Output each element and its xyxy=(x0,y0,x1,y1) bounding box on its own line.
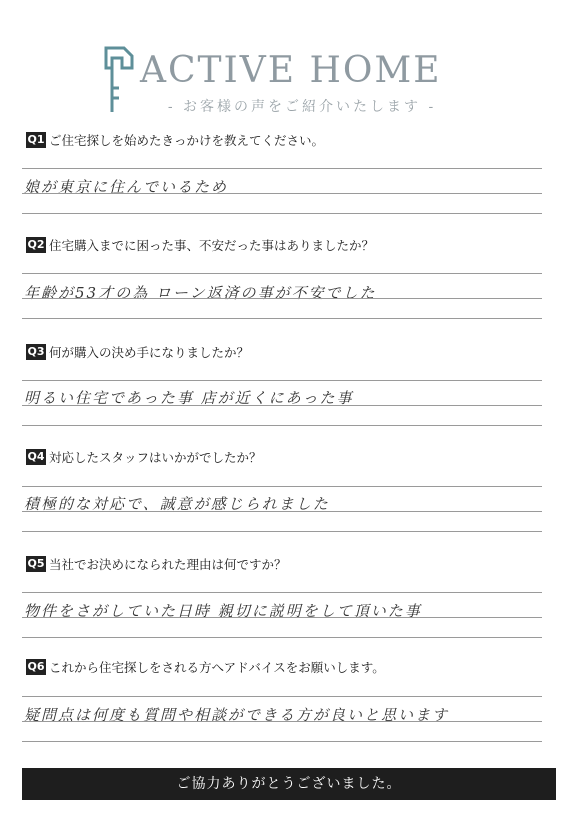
thank-you-banner: ご協力ありがとうございました。 xyxy=(22,768,556,800)
header xyxy=(0,0,577,120)
handwritten-answer: 年齢が53才の為 ローン返済の事が不安でした xyxy=(24,284,377,302)
question-5 xyxy=(26,553,546,575)
question-4 xyxy=(26,446,546,468)
brand-name: ACTIVE HOME xyxy=(140,50,442,91)
answer-line xyxy=(22,486,542,487)
question-2 xyxy=(26,234,546,256)
question-text: 当社でお決めになられた理由は何ですか？ xyxy=(49,557,287,572)
answer-line xyxy=(22,741,542,742)
answer-line xyxy=(22,696,542,697)
answer-line xyxy=(22,168,542,169)
answer-line xyxy=(22,425,542,426)
answer-line xyxy=(22,637,542,638)
question-number: Q4 xyxy=(27,450,45,463)
tagline: - お客様の声をご紹介いたします - xyxy=(167,99,437,115)
question-text: 何が購入の決め手になりましたか？ xyxy=(49,345,250,360)
handwritten-answer: 積極的な対応で、誠意が感じられました xyxy=(24,495,330,513)
handwritten-answer: 疑問点は何度も質問や相談ができる方が良いと思います xyxy=(24,706,450,724)
answer-line xyxy=(22,511,542,512)
question-number: Q1 xyxy=(27,133,45,146)
answer-line xyxy=(22,273,542,274)
answer-line xyxy=(22,380,542,381)
answer-line xyxy=(22,531,542,532)
question-3 xyxy=(26,341,546,363)
question-1 xyxy=(26,129,546,151)
answer-line xyxy=(22,298,542,299)
key-house-icon xyxy=(102,44,136,116)
answer-line xyxy=(22,193,542,194)
handwritten-answer: 物件をさがしていた日時 親切に説明をして頂いた事 xyxy=(24,602,422,620)
question-text: 住宅購入までに困った事、不安だった事はありましたか？ xyxy=(49,238,375,253)
question-number: Q3 xyxy=(27,345,45,358)
question-number: Q6 xyxy=(27,660,45,673)
handwritten-answer: 明るい住宅であった事 店が近くにあった事 xyxy=(24,389,354,407)
question-text: ご住宅探しを始めたきっかけを教えてください。 xyxy=(49,133,325,148)
answer-line xyxy=(22,592,542,593)
question-number: Q5 xyxy=(27,557,45,570)
answer-line xyxy=(22,721,542,722)
handwritten-answer: 娘が東京に住んでいるため xyxy=(24,178,229,196)
answer-line xyxy=(22,405,542,406)
answer-line xyxy=(22,213,542,214)
answer-line xyxy=(22,318,542,319)
question-number: Q2 xyxy=(27,238,45,251)
answer-line xyxy=(22,617,542,618)
question-text: これから住宅探しをされる方へアドバイスをお願いします。 xyxy=(49,660,385,675)
question-text: 対応したスタッフはいかがでしたか？ xyxy=(49,450,262,465)
question-6 xyxy=(26,656,546,678)
